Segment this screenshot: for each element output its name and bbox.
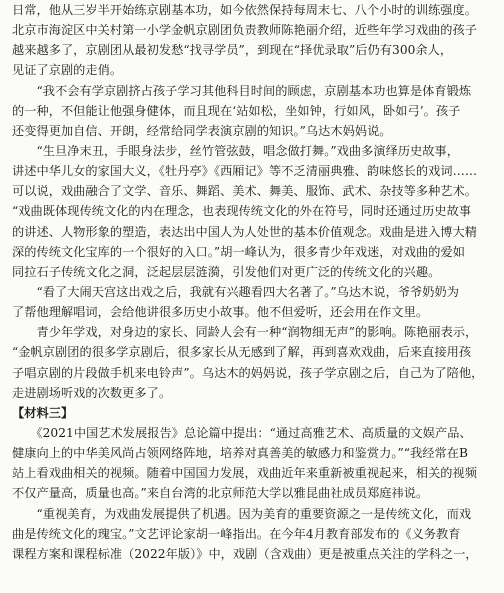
text-line: 了帮他理解唱词，会给他讲很多历史小故事。他不但爱听，还会用在作文里。 bbox=[12, 305, 429, 320]
text-line: 不仅产量高，质量也高。”来自台湾的北京师范大学以雅昆曲社成员郑庭祎说。 bbox=[12, 486, 429, 501]
paragraph bbox=[12, 423, 493, 504]
text-line: “金帆京剧团的很多学京剧后，很多家长从无感到了解，再到喜欢戏曲，后来直接用孩 bbox=[12, 345, 472, 360]
text-line: 站上看戏曲相关的视频。随着中国国力发展，戏曲近年来重新被重视起来，相关的视频 bbox=[12, 466, 478, 481]
text-line: “看了大闹天宫这出戏之后，我就有兴趣看四大名著了。”乌达木说，爷爷奶奶为 bbox=[12, 284, 460, 299]
text-line: 课程方案和课程标准（2022年版）》中，戏剧（含戏曲）更是被重点关注的学科之一， bbox=[12, 546, 478, 561]
paragraph bbox=[12, 504, 493, 564]
text-line: 的一种，不但能让他强身健体，而且现在‘站如松，坐如钟，行如风，卧如弓’。孩子 bbox=[12, 103, 461, 118]
text-line: 讲述中华儿女的家国大义，《牡丹亭》《西厢记》等不乏清丽典雅、韵味悠长的戏词…… bbox=[12, 164, 478, 179]
text-line: 深的传统文化宝库的一个很好的入口。”胡一峰认为，很多青少年戏迷，对戏曲的爱如 bbox=[12, 244, 465, 259]
paragraph bbox=[12, 322, 493, 403]
paragraph bbox=[12, 282, 493, 322]
text-line: 见证了京剧的走俏。 bbox=[12, 63, 123, 78]
text-line: 走进剧场听戏的次数更多了。 bbox=[12, 385, 172, 400]
text-line: 的讲述、人物形象的塑造，表达出中国人为人处世的基本价值观念。戏曲是进入博大精 bbox=[12, 224, 478, 239]
text-line: 可以说，戏曲融合了文学、音乐、舞蹈、美术、舞美、服饰、武术、杂技等多种艺术。 bbox=[12, 184, 478, 199]
text-line: 健康向上的中华美风尚占领网络阵地，培养对真善美的敏感力和鉴赏力。”“我经常在B bbox=[12, 446, 469, 461]
paragraph bbox=[12, 0, 493, 81]
text-line: 北京市海淀区中关村第一小学金帆京剧团负责教师陈艳丽介绍，近些年学习戏曲的孩子 bbox=[12, 23, 478, 38]
text-line: 越来越多了，京剧团从最初发愁“找寻学员”，到现在“择优录取”后仍有300余人， bbox=[12, 43, 453, 58]
text-line: “重视美育，为戏曲发展提供了机遇。因为美育的重要资源之一是传统文化，而戏 bbox=[12, 506, 472, 521]
paragraph bbox=[12, 141, 493, 282]
text-line: 【材料三】 bbox=[12, 405, 74, 420]
text-line: 子唱京剧的片段做手机来电铃声”。乌达木的妈妈说，孩子学京剧之后，自己为了陪他， bbox=[12, 365, 484, 380]
text-line: “我不会有学京剧挤占孩子学习其他科目时间的顾虑，京剧基本功也算是体育锻炼 bbox=[12, 83, 472, 98]
text-line: “戏曲既体现传统文化的内在理念，也表现传统文化的外在符号，同时还通过历史故事 bbox=[12, 204, 472, 219]
text-line: “生旦净末丑，手眼身法步，丝竹管弦鼓，唱念做打舞。”戏曲多演绎历史故事， bbox=[12, 143, 460, 158]
text-line: 青少年学戏，对身边的家长、同龄人会有一种“润物细无声”的影响。陈艳丽表示， bbox=[12, 325, 478, 340]
paragraph bbox=[12, 81, 493, 141]
text-line: 还变得更加自信、开朗，经常给同学表演京剧的知识。”乌达木妈妈说。 bbox=[12, 123, 392, 138]
text-line: 《2021中国艺术发展报告》总论篇中提出：“通过高雅艺术、高质量的文娱产品、 bbox=[12, 425, 472, 440]
section-label bbox=[12, 403, 493, 423]
text-line: 同拉石子传统文化之洞，泛起层层涟漪，引发他们对更广泛的传统文化的兴趣。 bbox=[12, 264, 441, 279]
text-line: 日常，他从三岁半开始练京剧基本功，如今依然保持每周末七、八个小时的训练强度。 bbox=[12, 3, 478, 17]
text-line: 曲是传统文化的瑰宝。”文艺评论家胡一峰指出。在今年4月教育部发布的《义务教育 bbox=[12, 526, 461, 541]
